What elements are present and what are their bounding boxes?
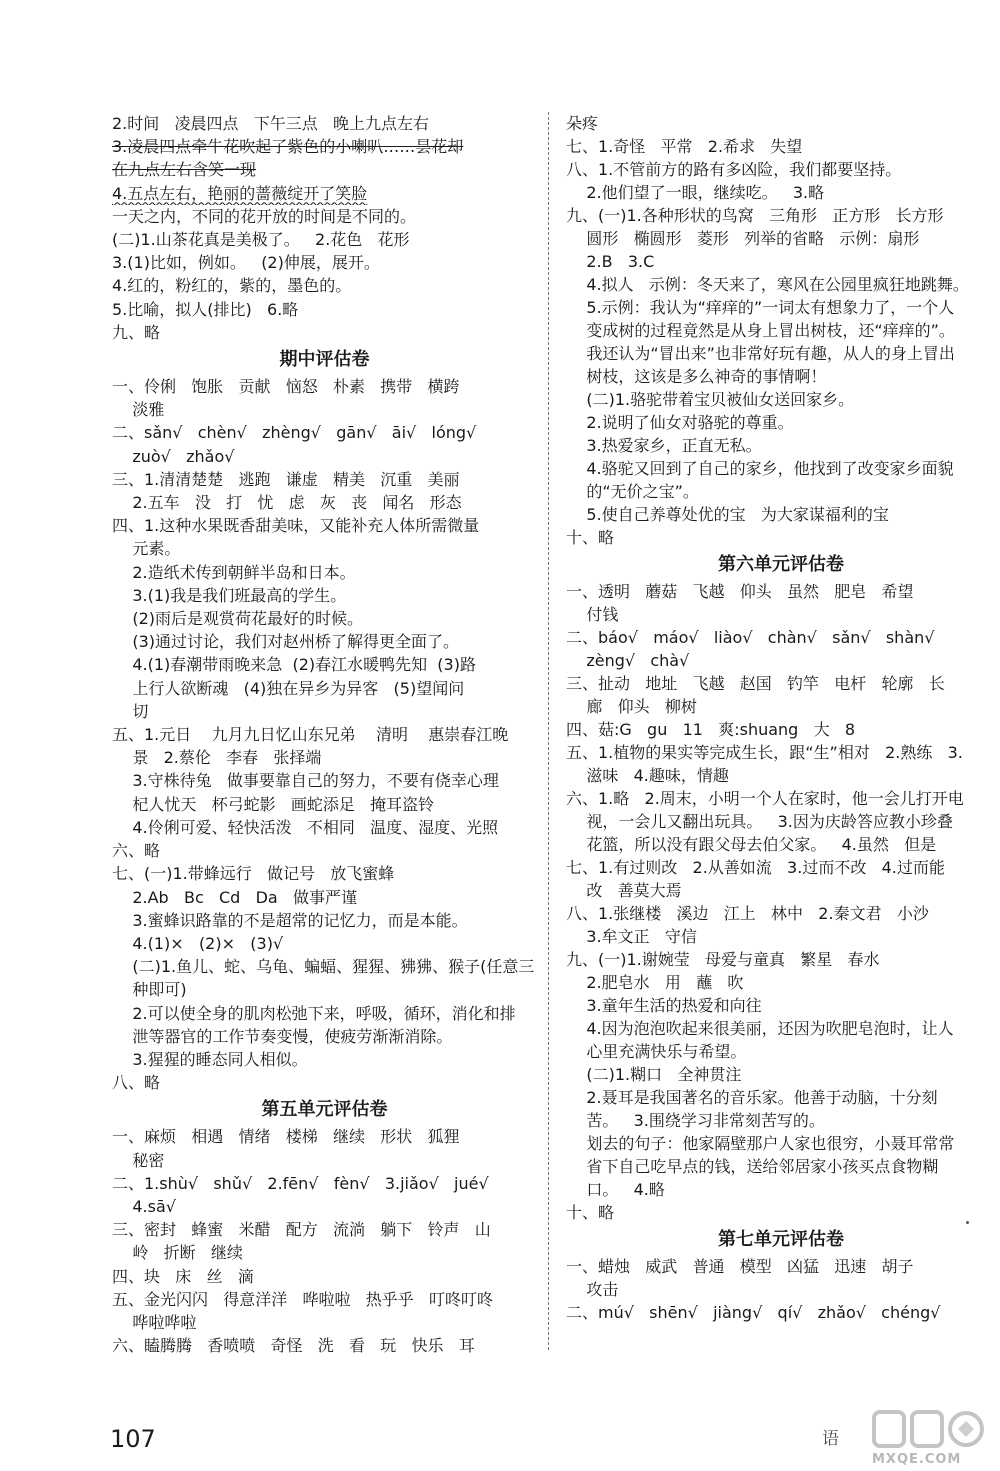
answer-line: 一、透明 蘑菇 飞越 仰头 虽然 肥皂 希望 bbox=[566, 582, 914, 601]
answer-line: 2.说明了仙女对骆驼的尊重。 bbox=[566, 413, 794, 432]
answer-line: 3.凌晨四点牵牛花吹起了紫色的小喇叭……昙花却 bbox=[112, 137, 464, 157]
answer-line: 3.守株待兔 做事要靠自己的努力，不要有侥幸心理 bbox=[112, 771, 499, 791]
section-heading: 第六单元评估卷 bbox=[718, 554, 844, 575]
answer-line: 六、1.略 2.周末，小明一个人在家时，他一会儿打开电 bbox=[566, 789, 964, 808]
answer-line: 上行人欲断魂 (4)独在异乡为异客 (5)望闻问 bbox=[112, 678, 465, 698]
answer-line: 3.蜜蜂识路靠的不是超常的记忆力，而是本能。 bbox=[112, 910, 468, 930]
answer-line: 5.比喻，拟人(排比) 6.略 bbox=[112, 299, 299, 319]
answer-line: 五、1.植物的果实等完成生长，跟“生”相对 2.熟练 3. bbox=[566, 743, 963, 762]
answer-line: 2.B 3.C bbox=[566, 252, 655, 271]
answer-line: 心里充满快乐与希望。 bbox=[566, 1042, 747, 1061]
answer-line: 的“无价之宝”。 bbox=[566, 482, 699, 501]
answer-line: 朵疼 bbox=[566, 114, 599, 133]
answer-line: 滋味 4.趣味，情趣 bbox=[566, 766, 729, 785]
answer-line: 哗啦哗啦 bbox=[112, 1312, 197, 1332]
answer-line: 三、密封 蜂蜜 米醋 配方 流淌 躺下 铃声 山 bbox=[112, 1220, 491, 1240]
answer-line: 三、扯动 地址 飞越 赵国 钓竿 电杆 轮廓 长 bbox=[566, 674, 945, 693]
answer-line: 3.童年生活的热爱和向往 bbox=[566, 996, 762, 1015]
dot-mark bbox=[966, 1221, 969, 1224]
answer-line: 岭 折断 继续 bbox=[112, 1243, 243, 1263]
answer-line: 切 bbox=[112, 701, 149, 721]
column-divider bbox=[548, 112, 549, 1350]
answer-line: 4.(1)× (2)× (3)√ bbox=[112, 933, 284, 953]
watermark-seal-icon bbox=[870, 1408, 990, 1452]
answer-line: 圆形 椭圆形 菱形 列举的省略 示例：扇形 bbox=[566, 229, 920, 248]
answer-line: (二)1.骆驼带着宝贝被仙女送回家乡。 bbox=[566, 390, 855, 409]
watermark-logo bbox=[870, 1408, 990, 1466]
answer-line: 5.使自己养尊处优的宝 为大家谋福利的宝 bbox=[566, 505, 889, 524]
answer-line: 淡雅 bbox=[112, 400, 165, 420]
right-column bbox=[566, 112, 996, 1324]
answer-line: (二)1.鱼儿、蛇、乌龟、蝙蝠、猩猩、狒狒、猴子(任意三 bbox=[112, 957, 535, 977]
answer-line: 三、1.清清楚楚 逃跑 谦虚 精美 沉重 美丽 bbox=[112, 469, 460, 489]
answer-line: 5.示例：我认为“痒痒的”一词太有想象力了，一个人 bbox=[566, 298, 955, 317]
answer-line: 4.sā√ bbox=[112, 1196, 176, 1216]
answer-line: 我还认为“冒出来”也非常好玩有趣，从人的身上冒出 bbox=[566, 344, 955, 363]
answer-line: 3.(1)比如，例如。 (2)伸展，展开。 bbox=[112, 253, 380, 273]
answer-line: 七、(一)1.带蜂远行 做记号 放飞蜜蜂 bbox=[112, 864, 395, 884]
answer-line: 2.Ab Bc Cd Da 做事严谨 bbox=[112, 887, 357, 907]
answer-line: 十、略 bbox=[566, 1203, 615, 1222]
answer-line: 3.牟文正 守信 bbox=[566, 927, 697, 946]
answer-line: 九、(一)1.谢婉莹 母爱与童真 繁星 春水 bbox=[566, 950, 880, 969]
answer-line: 六、略 bbox=[112, 841, 161, 861]
answer-line: 3.(1)我是我们班最高的学生。 bbox=[112, 585, 347, 605]
answer-line: 3.猩猩的睡态同人相似。 bbox=[112, 1049, 308, 1069]
answer-line: 2.时间 凌晨四点 下午三点 晚上九点左右 bbox=[112, 114, 430, 133]
answer-line: 九、略 bbox=[112, 322, 161, 342]
answer-line: 2.聂耳是我国著名的音乐家。他善于动脑，十分刻 bbox=[566, 1088, 938, 1107]
answer-line: 4.伶俐可爱、轻快活泼 不相同 温度、湿度、光照 bbox=[112, 817, 499, 837]
answer-line: 五、金光闪闪 得意洋洋 哗啦啦 热乎乎 叮咚叮咚 bbox=[112, 1289, 494, 1309]
answer-line: 划去的句子：他家隔壁那户人家也很穷，小聂耳常常 bbox=[566, 1134, 955, 1153]
answer-line: zuò√ zhǎo√ bbox=[112, 446, 235, 466]
answer-line: 六、瞌腾腾 香喷喷 奇怪 洗 看 玩 快乐 耳 bbox=[112, 1336, 475, 1356]
left-column bbox=[112, 112, 537, 1357]
answer-line: 2.肥皂水 用 蘸 吹 bbox=[566, 973, 744, 992]
answer-line: 4.红的，粉红的，紫的，墨色的。 bbox=[112, 276, 352, 296]
answer-line: 4.骆驼又回到了自己的家乡，他找到了改变家乡面貌 bbox=[566, 459, 954, 478]
answer-line: 改 善莫大焉 bbox=[566, 881, 682, 900]
answer-line: 一、伶俐 饱胀 贡献 恼怒 朴素 携带 横跨 bbox=[112, 377, 460, 397]
answer-line: 元素。 bbox=[112, 539, 181, 559]
answer-line: 八、1.张继楼 溪边 江上 林中 2.秦文君 小沙 bbox=[566, 904, 929, 923]
answer-line: 秘密 bbox=[112, 1150, 165, 1170]
answer-line: 八、略 bbox=[112, 1073, 161, 1093]
answer-line: 变成树的过程竟然是从身上冒出树枝，还“痒痒的”。 bbox=[566, 321, 955, 340]
answer-line: 四、菇:G gu 11 爽:shuang 大 8 bbox=[566, 720, 856, 739]
answer-line: 种即可) bbox=[112, 980, 187, 1000]
footer-label: 语 bbox=[822, 1429, 839, 1449]
answer-line: 泄等器官的工作节奏变慢，使疲劳渐渐消除。 bbox=[112, 1026, 453, 1046]
answer-line: 2.他们望了一眼，继续吃。 3.略 bbox=[566, 183, 825, 202]
answer-line: 4.因为泡泡吹起来很美丽，还因为吹肥皂泡时，让人 bbox=[566, 1019, 954, 1038]
answer-line: 九、(一)1.各种形状的鸟窝 三角形 正方形 长方形 bbox=[566, 206, 944, 225]
answer-line: 二、sǎn√ chèn√ zhèng√ gān√ āi√ lóng√ bbox=[112, 423, 477, 443]
answer-line: 在九点左右含笑一现 bbox=[112, 160, 257, 180]
answer-line: 付钱 bbox=[566, 605, 619, 624]
answer-line: (2)雨后是观赏荷花最好的时候。 bbox=[112, 609, 364, 629]
answer-line: 四、块 床 丝 滴 bbox=[112, 1266, 254, 1286]
answer-line: 二、mú√ shēn√ jiàng√ qí√ zhǎo√ chéng√ bbox=[566, 1303, 941, 1322]
answer-line: zèng√ chà√ bbox=[566, 651, 690, 670]
answer-line: 一、蜡烛 威武 普通 模型 凶猛 迅速 胡子 bbox=[566, 1257, 914, 1276]
answer-line: 杞人忧天 杯弓蛇影 画蛇添足 掩耳盗铃 bbox=[112, 794, 435, 814]
section-heading: 第五单元评估卷 bbox=[261, 1099, 388, 1121]
answer-line: 十、略 bbox=[566, 528, 615, 547]
answer-line: 树枝，这该是多么神奇的事情啊！ bbox=[566, 367, 827, 386]
answer-line: 4.(1)春潮带雨晚来急 (2)春江水暖鸭先知 (3)路 bbox=[112, 655, 476, 675]
answer-line: (3)通过讨论，我们对赵州桥了解得更全面了。 bbox=[112, 632, 460, 652]
answer-line: 景 2.蔡伦 李春 张择端 bbox=[112, 748, 322, 768]
answer-line: 2.五车 没 打 忧 虑 灰 丧 闻名 形态 bbox=[112, 493, 462, 513]
answer-line: 廊 仰头 柳树 bbox=[566, 697, 697, 716]
answer-line: 苦。 3.围绕学习非常刻苦写的。 bbox=[566, 1111, 825, 1130]
answer-line: 一、麻烦 相遇 情绪 楼梯 继续 形状 狐狸 bbox=[112, 1127, 460, 1147]
answer-line: 省下自己吃早点的钱，送给邻居家小孩买点食物糊 bbox=[566, 1157, 939, 1176]
answer-line: 七、1.奇怪 平常 2.希求 失望 bbox=[566, 137, 803, 156]
answer-line: 2.可以使全身的肌肉松弛下来，呼吸，循环，消化和排 bbox=[112, 1003, 516, 1023]
answer-line: 二、báo√ máo√ liào√ chàn√ sǎn√ shàn√ bbox=[566, 628, 935, 647]
answer-line: 一天之内，不同的花开放的时间是不同的。 bbox=[112, 206, 417, 226]
answer-line: 五、1.元日 九月九日忆山东兄弟 清明 惠崇春江晚 bbox=[112, 725, 509, 745]
watermark-text: MXQE.COM bbox=[872, 1452, 962, 1467]
answer-line: 口。 4.略 bbox=[566, 1180, 665, 1199]
answer-line: 4.五点左右，艳丽的蔷薇绽开了笑脸 bbox=[112, 183, 368, 203]
answer-line: (二)1.山茶花真是美极了。 2.花色 花形 bbox=[112, 230, 410, 250]
answer-line: 八、1.不管前方的路有多凶险，我们都要坚持。 bbox=[566, 160, 902, 179]
answer-line: 攻击 bbox=[566, 1280, 619, 1299]
answer-line: 四、1.这种水果既香甜美味，又能补充人体所需微量 bbox=[112, 516, 480, 536]
answer-line: 2.造纸术传到朝鲜半岛和日本。 bbox=[112, 562, 356, 582]
page-number: 107 bbox=[110, 1425, 156, 1453]
section-heading: 第七单元评估卷 bbox=[718, 1229, 844, 1250]
answer-line: (二)1.糊口 全神贯注 bbox=[566, 1065, 742, 1084]
answer-line: 花篮，所以没有跟父母去伯父家。 4.虽然 但是 bbox=[566, 835, 937, 854]
answer-line: 七、1.有过则改 2.从善如流 3.过而不改 4.过而能 bbox=[566, 858, 945, 877]
answer-line: 4.拟人 示例：冬天来了，寒风在公园里疯狂地跳舞。 bbox=[566, 275, 969, 294]
answer-line: 3.热爱家乡，正直无私。 bbox=[566, 436, 762, 455]
answer-line: 视，一会儿又翻出玩具。 3.因为庆龄答应教小珍叠 bbox=[566, 812, 953, 831]
answer-line: 二、1.shù√ shǔ√ 2.fēn√ fèn√ 3.jiǎo√ jué√ bbox=[112, 1173, 489, 1193]
section-heading: 期中评估卷 bbox=[279, 349, 370, 371]
